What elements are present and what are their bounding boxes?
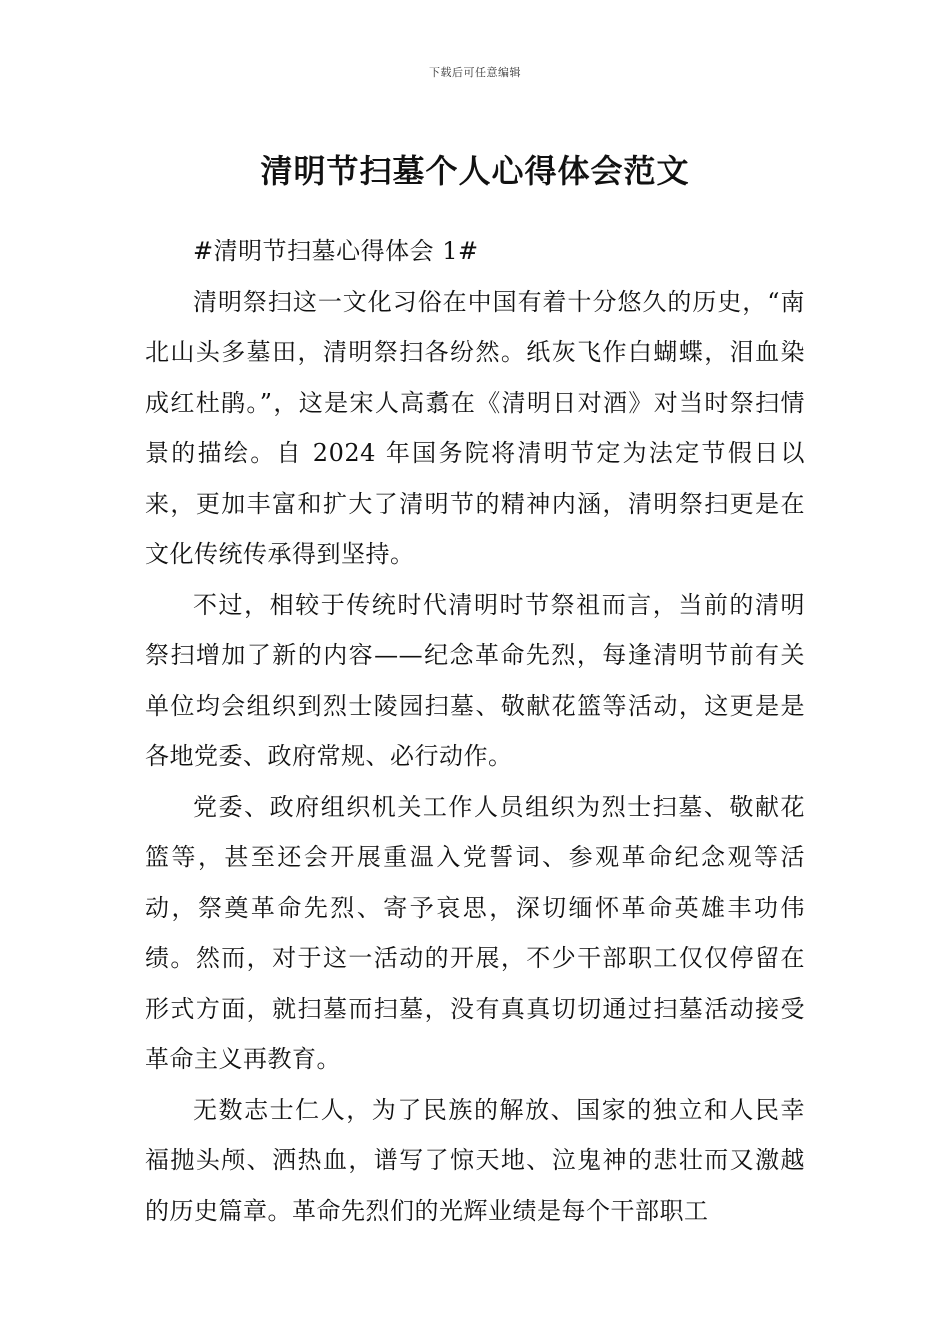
header-note: 下载后可任意编辑	[429, 66, 521, 79]
paragraph: 不过，相较于传统时代清明时节祭祖而言，当前的清明祭扫增加了新的内容——纪念革命先烈，每逢清明节前有关单位均会组织到烈士陵园扫墓、敬献花篮等活动，这更是是各地党委、政府常规、必行动作。	[145, 590, 805, 770]
paragraph: 党委、政府组织机关工作人员组织为烈士扫墓、敬献花篮等，甚至还会开展重温入党誓词、参观革命纪念观等活动，祭奠革命先烈、寄予哀思，深切缅怀革命英雄丰功伟绩。然而，对于这一活动的开展，不少干部职工仅仅停留在形式方面，就扫墓而扫墓，没有真真切切通过扫墓活动接受革命主义再教育。	[145, 792, 805, 1073]
paragraph: 清明祭扫这一文化习俗在中国有着十分悠久的历史，“南北山头多墓田，清明祭扫各纷然。纸灰飞作白蝴蝶，泪血染成红杜鹃。”，这是宋人高翥在《清明日对酒》对当时祭扫情景的描绘。自 2024 年国务院将清明节定为法定节假日以来，更加丰富和扩大了清明节的精神内涵，清明祭扫更是在文化传统传承得到坚持。	[145, 287, 805, 568]
document-body	[145, 226, 805, 1236]
section-heading: #清明节扫墓心得体会 1#	[193, 237, 479, 265]
document-title: 清明节扫墓个人心得体会范文	[260, 152, 690, 191]
paragraph: 无数志士仁人，为了民族的解放、国家的独立和人民幸福抛头颅、洒热血，谱写了惊天地、泣鬼神的悲壮而又激越的历史篇章。革命先烈们的光辉业绩是每个干部职工	[145, 1095, 805, 1225]
